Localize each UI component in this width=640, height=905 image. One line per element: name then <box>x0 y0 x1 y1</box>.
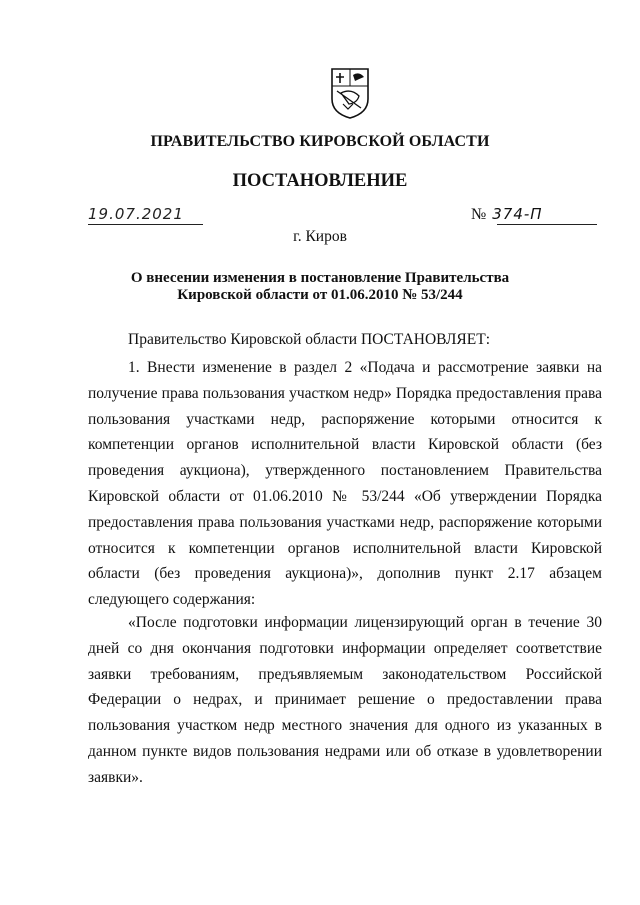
number-sign: № <box>471 206 487 223</box>
number-underline <box>497 224 597 225</box>
paragraph-2: «После подготовки информации лицензирующий орган в течение 30 дней со дня окончания подготовки информации определяет соответствие заявки требованиям, предъявляемым законодательством Российской Федерации о недрах, и принимает решение о предоставлении права пользования участком недр местного значения для одного из указанных в данном пункте видов пользования недрами или об отказе в удовлетворении заявки». <box>88 614 602 786</box>
organization-title: ПРАВИТЕЛЬСТВО КИРОВСКОЙ ОБЛАСТИ <box>150 133 490 150</box>
decree-intro: Правительство Кировской области ПОСТАНОВЛЯЕТ: <box>128 331 491 348</box>
document-date: 19.07.2021 <box>88 205 184 223</box>
document-type-title: ПОСТАНОВЛЕНИЕ <box>232 171 408 191</box>
number-value: 374-П <box>492 205 543 223</box>
date-underline <box>88 224 203 225</box>
paragraph-1: 1. Внести изменение в раздел 2 «Подача и рассмотрение заявки на получение права пользования участком недр» Порядка предоставления права пользования участками недр, распоряжение которыми относится к компетенции органов исполнительной власти Кировской области (без проведения аукциона), утвержденного постановлением Правительства Кировской области от 01.06.2010 № 53/244 «Об утверждении Порядка предоставления права пользования участками недр, распоряжение которыми относится к компетенции органов исполнительной власти Кировской области (без проведения аукциона)», дополнив пункт 2.17 абзацем следующего содержания: <box>88 359 602 609</box>
document-subject: О внесении изменения в постановление Правительства Кировской области от 01.06.2010 № 53/244 <box>130 270 510 303</box>
document-number <box>471 205 543 224</box>
kirov-coat-of-arms-icon <box>329 66 371 120</box>
city-name: г. Киров <box>293 228 347 245</box>
